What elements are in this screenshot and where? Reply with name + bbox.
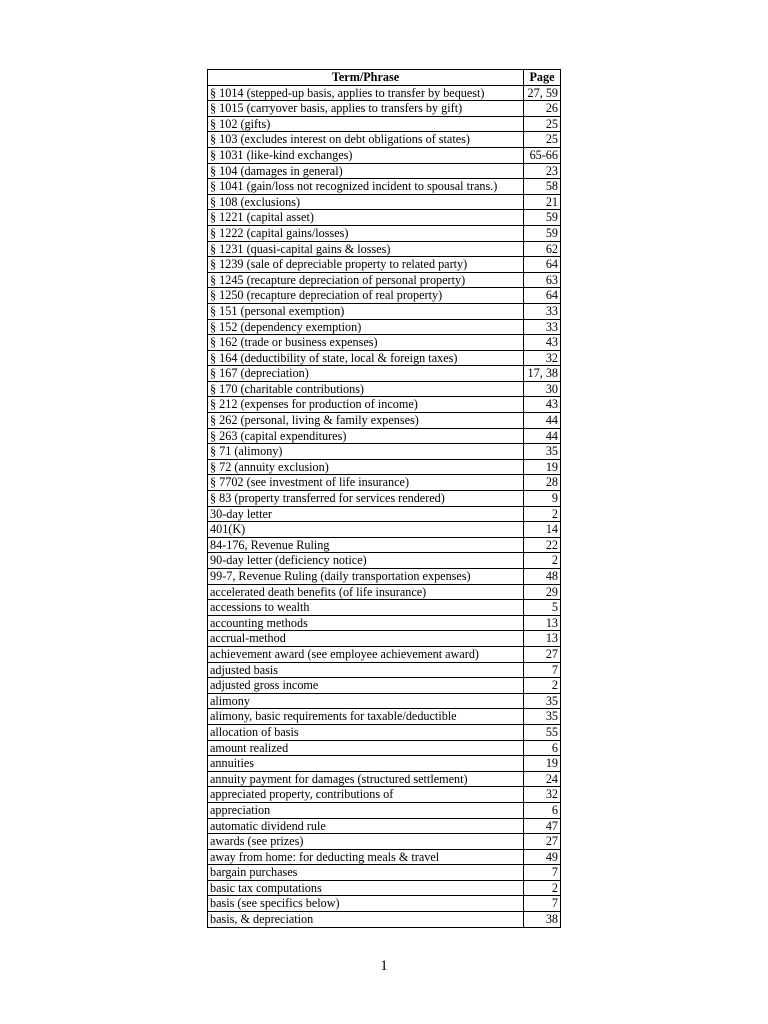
term-cell: § 170 (charitable contributions)	[208, 381, 524, 397]
term-cell: achievement award (see employee achievement award)	[208, 646, 524, 662]
table-row	[208, 631, 561, 647]
table-row	[208, 756, 561, 772]
page-cell: 5	[524, 600, 561, 616]
table-row	[208, 522, 561, 538]
page-cell: 63	[524, 272, 561, 288]
term-cell: appreciated property, contributions of	[208, 787, 524, 803]
term-cell: § 1245 (recapture depreciation of personal property)	[208, 272, 524, 288]
page-cell: 58	[524, 179, 561, 195]
term-cell: 99-7, Revenue Ruling (daily transportation expenses)	[208, 569, 524, 585]
page-cell: 62	[524, 241, 561, 257]
term-cell: § 102 (gifts)	[208, 116, 524, 132]
term-cell: § 108 (exclusions)	[208, 194, 524, 210]
term-cell: basis, & depreciation	[208, 912, 524, 928]
page-cell: 35	[524, 693, 561, 709]
table-row	[208, 101, 561, 117]
table-row	[208, 272, 561, 288]
page-cell: 22	[524, 537, 561, 553]
table-row	[208, 646, 561, 662]
table-row	[208, 335, 561, 351]
table-row	[208, 444, 561, 460]
term-cell: appreciation	[208, 802, 524, 818]
page-cell: 59	[524, 225, 561, 241]
term-cell: § 164 (deductibility of state, local & foreign taxes)	[208, 350, 524, 366]
page-cell: 13	[524, 631, 561, 647]
page-cell: 6	[524, 802, 561, 818]
table-row	[208, 397, 561, 413]
page-cell: 7	[524, 865, 561, 881]
table-row	[208, 678, 561, 694]
index-table-body	[208, 85, 561, 927]
page-cell: 33	[524, 319, 561, 335]
page-cell: 35	[524, 709, 561, 725]
table-row	[208, 163, 561, 179]
page-cell: 32	[524, 350, 561, 366]
page-cell: 19	[524, 459, 561, 475]
table-row	[208, 459, 561, 475]
table-row	[208, 537, 561, 553]
term-cell: § 1250 (recapture depreciation of real property)	[208, 288, 524, 304]
term-cell: § 72 (annuity exclusion)	[208, 459, 524, 475]
table-row	[208, 771, 561, 787]
page-cell: 2	[524, 506, 561, 522]
page-cell: 27, 59	[524, 85, 561, 101]
page-cell: 43	[524, 397, 561, 413]
term-cell: 401(K)	[208, 522, 524, 538]
page-cell: 6	[524, 740, 561, 756]
table-row	[208, 553, 561, 569]
header-row	[208, 70, 561, 86]
term-cell: 30-day letter	[208, 506, 524, 522]
page-cell: 21	[524, 194, 561, 210]
term-cell: § 71 (alimony)	[208, 444, 524, 460]
term-cell: § 1239 (sale of depreciable property to related party)	[208, 257, 524, 273]
table-row	[208, 319, 561, 335]
page-cell: 25	[524, 116, 561, 132]
term-cell: § 7702 (see investment of life insurance)	[208, 475, 524, 491]
term-cell: accessions to wealth	[208, 600, 524, 616]
term-cell: § 1222 (capital gains/losses)	[208, 225, 524, 241]
term-cell: bargain purchases	[208, 865, 524, 881]
page-cell: 47	[524, 818, 561, 834]
term-cell: § 263 (capital expenditures)	[208, 428, 524, 444]
page-cell: 33	[524, 303, 561, 319]
table-row	[208, 210, 561, 226]
page-number: 1	[380, 958, 388, 974]
term-cell: away from home: for deducting meals & travel	[208, 849, 524, 865]
term-cell: accelerated death benefits (of life insurance)	[208, 584, 524, 600]
term-cell: automatic dividend rule	[208, 818, 524, 834]
term-cell: § 151 (personal exemption)	[208, 303, 524, 319]
page-cell: 44	[524, 428, 561, 444]
term-cell: § 152 (dependency exemption)	[208, 319, 524, 335]
table-row	[208, 194, 561, 210]
index-table	[207, 69, 561, 928]
term-cell: § 83 (property transferred for services rendered)	[208, 491, 524, 507]
index-table-header	[208, 70, 561, 86]
table-row	[208, 662, 561, 678]
page-cell: 14	[524, 522, 561, 538]
table-row	[208, 225, 561, 241]
term-cell: § 1031 (like-kind exchanges)	[208, 147, 524, 163]
table-row	[208, 303, 561, 319]
page-cell: 7	[524, 896, 561, 912]
page-cell: 29	[524, 584, 561, 600]
page-cell: 25	[524, 132, 561, 148]
term-cell: 90-day letter (deficiency notice)	[208, 553, 524, 569]
term-cell: amount realized	[208, 740, 524, 756]
term-cell: alimony, basic requirements for taxable/deductible	[208, 709, 524, 725]
table-row	[208, 600, 561, 616]
table-row	[208, 350, 561, 366]
page-cell: 9	[524, 491, 561, 507]
page-cell: 59	[524, 210, 561, 226]
table-row	[208, 865, 561, 881]
page-cell: 28	[524, 475, 561, 491]
term-cell: § 1015 (carryover basis, applies to transfers by gift)	[208, 101, 524, 117]
table-row	[208, 288, 561, 304]
table-row	[208, 740, 561, 756]
page-cell: 48	[524, 569, 561, 585]
table-row	[208, 491, 561, 507]
term-cell: accounting methods	[208, 615, 524, 631]
page-cell: 13	[524, 615, 561, 631]
page-cell: 27	[524, 834, 561, 850]
table-row	[208, 896, 561, 912]
table-row	[208, 880, 561, 896]
page-cell: 2	[524, 880, 561, 896]
page-cell: 65-66	[524, 147, 561, 163]
term-cell: adjusted gross income	[208, 678, 524, 694]
page-cell: 23	[524, 163, 561, 179]
term-cell: annuity payment for damages (structured settlement)	[208, 771, 524, 787]
page-cell: 64	[524, 257, 561, 273]
term-cell: basis (see specifics below)	[208, 896, 524, 912]
page-cell: 2	[524, 678, 561, 694]
table-row	[208, 428, 561, 444]
term-cell: § 1231 (quasi-capital gains & losses)	[208, 241, 524, 257]
table-row	[208, 257, 561, 273]
table-row	[208, 802, 561, 818]
term-cell: § 104 (damages in general)	[208, 163, 524, 179]
table-row	[208, 132, 561, 148]
term-cell: awards (see prizes)	[208, 834, 524, 850]
table-row	[208, 381, 561, 397]
term-cell: § 162 (trade or business expenses)	[208, 335, 524, 351]
table-row	[208, 834, 561, 850]
table-row	[208, 787, 561, 803]
table-row	[208, 475, 561, 491]
page-cell: 49	[524, 849, 561, 865]
page-cell: 17, 38	[524, 366, 561, 382]
page-cell: 55	[524, 724, 561, 740]
table-row	[208, 147, 561, 163]
table-row	[208, 818, 561, 834]
term-column-header: Term/Phrase	[208, 70, 524, 86]
table-row	[208, 116, 561, 132]
table-row	[208, 179, 561, 195]
page-cell: 64	[524, 288, 561, 304]
term-cell: § 1014 (stepped-up basis, applies to transfer by bequest)	[208, 85, 524, 101]
table-row	[208, 413, 561, 429]
page-column-header: Page	[524, 70, 561, 86]
table-row	[208, 506, 561, 522]
term-cell: § 1041 (gain/loss not recognized incident to spousal trans.)	[208, 179, 524, 195]
term-cell: 84-176, Revenue Ruling	[208, 537, 524, 553]
term-cell: alimony	[208, 693, 524, 709]
term-cell: § 167 (depreciation)	[208, 366, 524, 382]
page-cell: 27	[524, 646, 561, 662]
table-row	[208, 85, 561, 101]
term-cell: § 1221 (capital asset)	[208, 210, 524, 226]
term-cell: basic tax computations	[208, 880, 524, 896]
page-cell: 44	[524, 413, 561, 429]
page-cell: 35	[524, 444, 561, 460]
page-cell: 19	[524, 756, 561, 772]
table-row	[208, 584, 561, 600]
page-cell: 38	[524, 912, 561, 928]
page-cell: 30	[524, 381, 561, 397]
term-cell: § 103 (excludes interest on debt obligations of states)	[208, 132, 524, 148]
page-cell: 7	[524, 662, 561, 678]
table-row	[208, 569, 561, 585]
term-cell: accrual-method	[208, 631, 524, 647]
page-cell: 2	[524, 553, 561, 569]
term-cell: annuities	[208, 756, 524, 772]
table-row	[208, 912, 561, 928]
term-cell: § 212 (expenses for production of income)	[208, 397, 524, 413]
term-cell: allocation of basis	[208, 724, 524, 740]
table-row	[208, 724, 561, 740]
term-cell: § 262 (personal, living & family expenses)	[208, 413, 524, 429]
table-row	[208, 693, 561, 709]
table-row	[208, 241, 561, 257]
page-cell: 32	[524, 787, 561, 803]
term-cell: adjusted basis	[208, 662, 524, 678]
page-cell: 43	[524, 335, 561, 351]
table-row	[208, 709, 561, 725]
table-row	[208, 366, 561, 382]
table-row	[208, 849, 561, 865]
page-cell: 26	[524, 101, 561, 117]
page-cell: 24	[524, 771, 561, 787]
table-row	[208, 615, 561, 631]
